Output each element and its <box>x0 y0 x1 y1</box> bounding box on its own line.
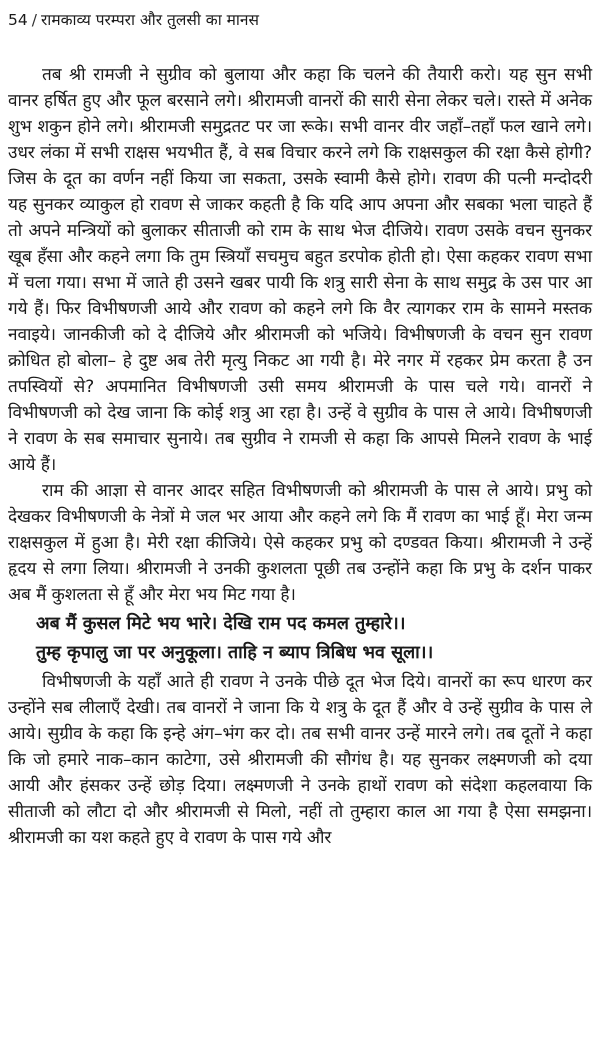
verse-line-2: तुम्ह कृपालु जा पर अनुकूला। ताहि न ब्याप त्रिबिध भव सूला।। <box>36 642 434 663</box>
running-title: रामकाव्य परम्परा और तुलसी का मानस <box>40 11 259 29</box>
header-separator: / <box>31 11 37 29</box>
paragraph-1: तब श्री रामजी ने सुग्रीव को बुलाया और कहा कि चलने की तैयारी करो। यह सुन सभी वानर हर्षित हुए और फूल बरसाने लगे। श्रीरामजी वानरों की सारी सेना लेकर चले। रास्ते में अनेक शुभ शकुन होने लगे। श्रीरामजी समुद्रतट पर जा रूके। सभी वानर वीर जहाँ–तहाँ फल खाने लगे। उधर लंका में सभी राक्षस भयभीत हैं, वे सब विचार करने लगे कि राक्षसकुल की रक्षा कैसे होगी? जिस के दूत का वर्णन नहीं किया जा सकता, उसके स्वामी कैसे होगे। रावण की पत्नी मन्दोदरी यह सुनकर व्याकुल हो रावण से जाकर कहती है कि यदि आप अपना और सबका भला चाहते हैं तो अपने मन्त्रियों को बुलाकर सीताजी को राम के साथ भेज दीजिये। रावण उसके वचन सुनकर खूब हँसा और कहने लगा कि तुम स्त्रियाँ सचमुच बहुत डरपोक होती हो। ऐसा कहकर रावण सभा में चला गया। सभा में जाते ही उसने खबर पायी कि शत्रु सारी सेना के साथ समुद्र के उस पार आ गये हैं। फिर विभीषणजी आये और रावण को कहने लगे कि वैर त्यागकर राम के सामने मस्तक नवाइये। जानकीजी को दे दीजिये और श्रीरामजी को भजिये। विभीषणजी के वचन सुन रावण क्रोधित हो बोला– हे दुष्ट अब तेरी मृत्यु निकट आ गयी है। मेरे नगर में रहकर प्रेम करता है उन तपस्वियों से? अपमानित विभीषणजी उसी समय श्रीरामजी के पास चले गये। वानरों ने विभीषणजी को देख जाना कि कोई शत्रु आ रहा है। उन्हें वे सुग्रीव के पास ले आये। विभीषणजी ने रावण के सब समाचार सुनाये। तब सुग्रीव ने रामजी से कहा कि आपसे मिलने रावण के भाई आये हैं। <box>8 65 592 475</box>
paragraph-2: राम की आज्ञा से वानर आदर सहित विभीषणजी को श्रीरामजी के पास ले आये। प्रभु को देखकर विभीषणजी के नेत्रों मे जल भर आया और कहने लगे कि मैं रावण का भाई हूँ। मेरा जन्म राक्षसकुल में हुआ है। मेरी रक्षा कीजिये। ऐसे कहकर प्रभु को दण्डवत किया। श्रीरामजी ने उन्हें हृदय से लगा लिया। श्रीरामजी ने उनकी कुशलता पूछी तब उन्होंने कहा कि प्रभु के दर्शन पाकर अब मैं कुशलता से हूँ और मेरा भय मिट गया है। <box>8 481 592 605</box>
verse-block <box>8 611 592 666</box>
paragraph-3: विभीषणजी के यहाँ आते ही रावण ने उनके पीछे दूत भेज दिये। वानरों का रूप धारण कर उन्होंने सब लीलाएँ देखी। तब वानरों ने जाना कि ये शत्रु के दूत हैं और वे उन्हें सुग्रीव के पास ले आये। सुग्रीव के कहा कि इन्हे अंग–भंग कर दो। तब सभी वानर उन्हें मारने लगे। तब दूतों ने कहा कि जो हमारे नाक–कान काटेगा, उसे श्रीरामजी की सौगंध है। यह सुनकर लक्ष्मणजी को दया आयी और हंसकर उन्हें छोड़ दिया। लक्ष्मणजी ने उनके हाथों रावण को संदेशा कहलवाया कि सीताजी को लौटा दो और श्रीरामजी से मिलो, नहीं तो तुम्हारा काल आ गया है ऐसा समझना। श्रीरामजी का यश कहते हुए वे रावण के पास गये और <box>8 672 592 848</box>
running-header <box>8 10 592 32</box>
verse-line-1: अब मैं कुसल मिटे भय भारे। देखि राम पद कमल तुम्हारे।। <box>36 613 406 634</box>
page-number: 54 <box>8 11 28 29</box>
